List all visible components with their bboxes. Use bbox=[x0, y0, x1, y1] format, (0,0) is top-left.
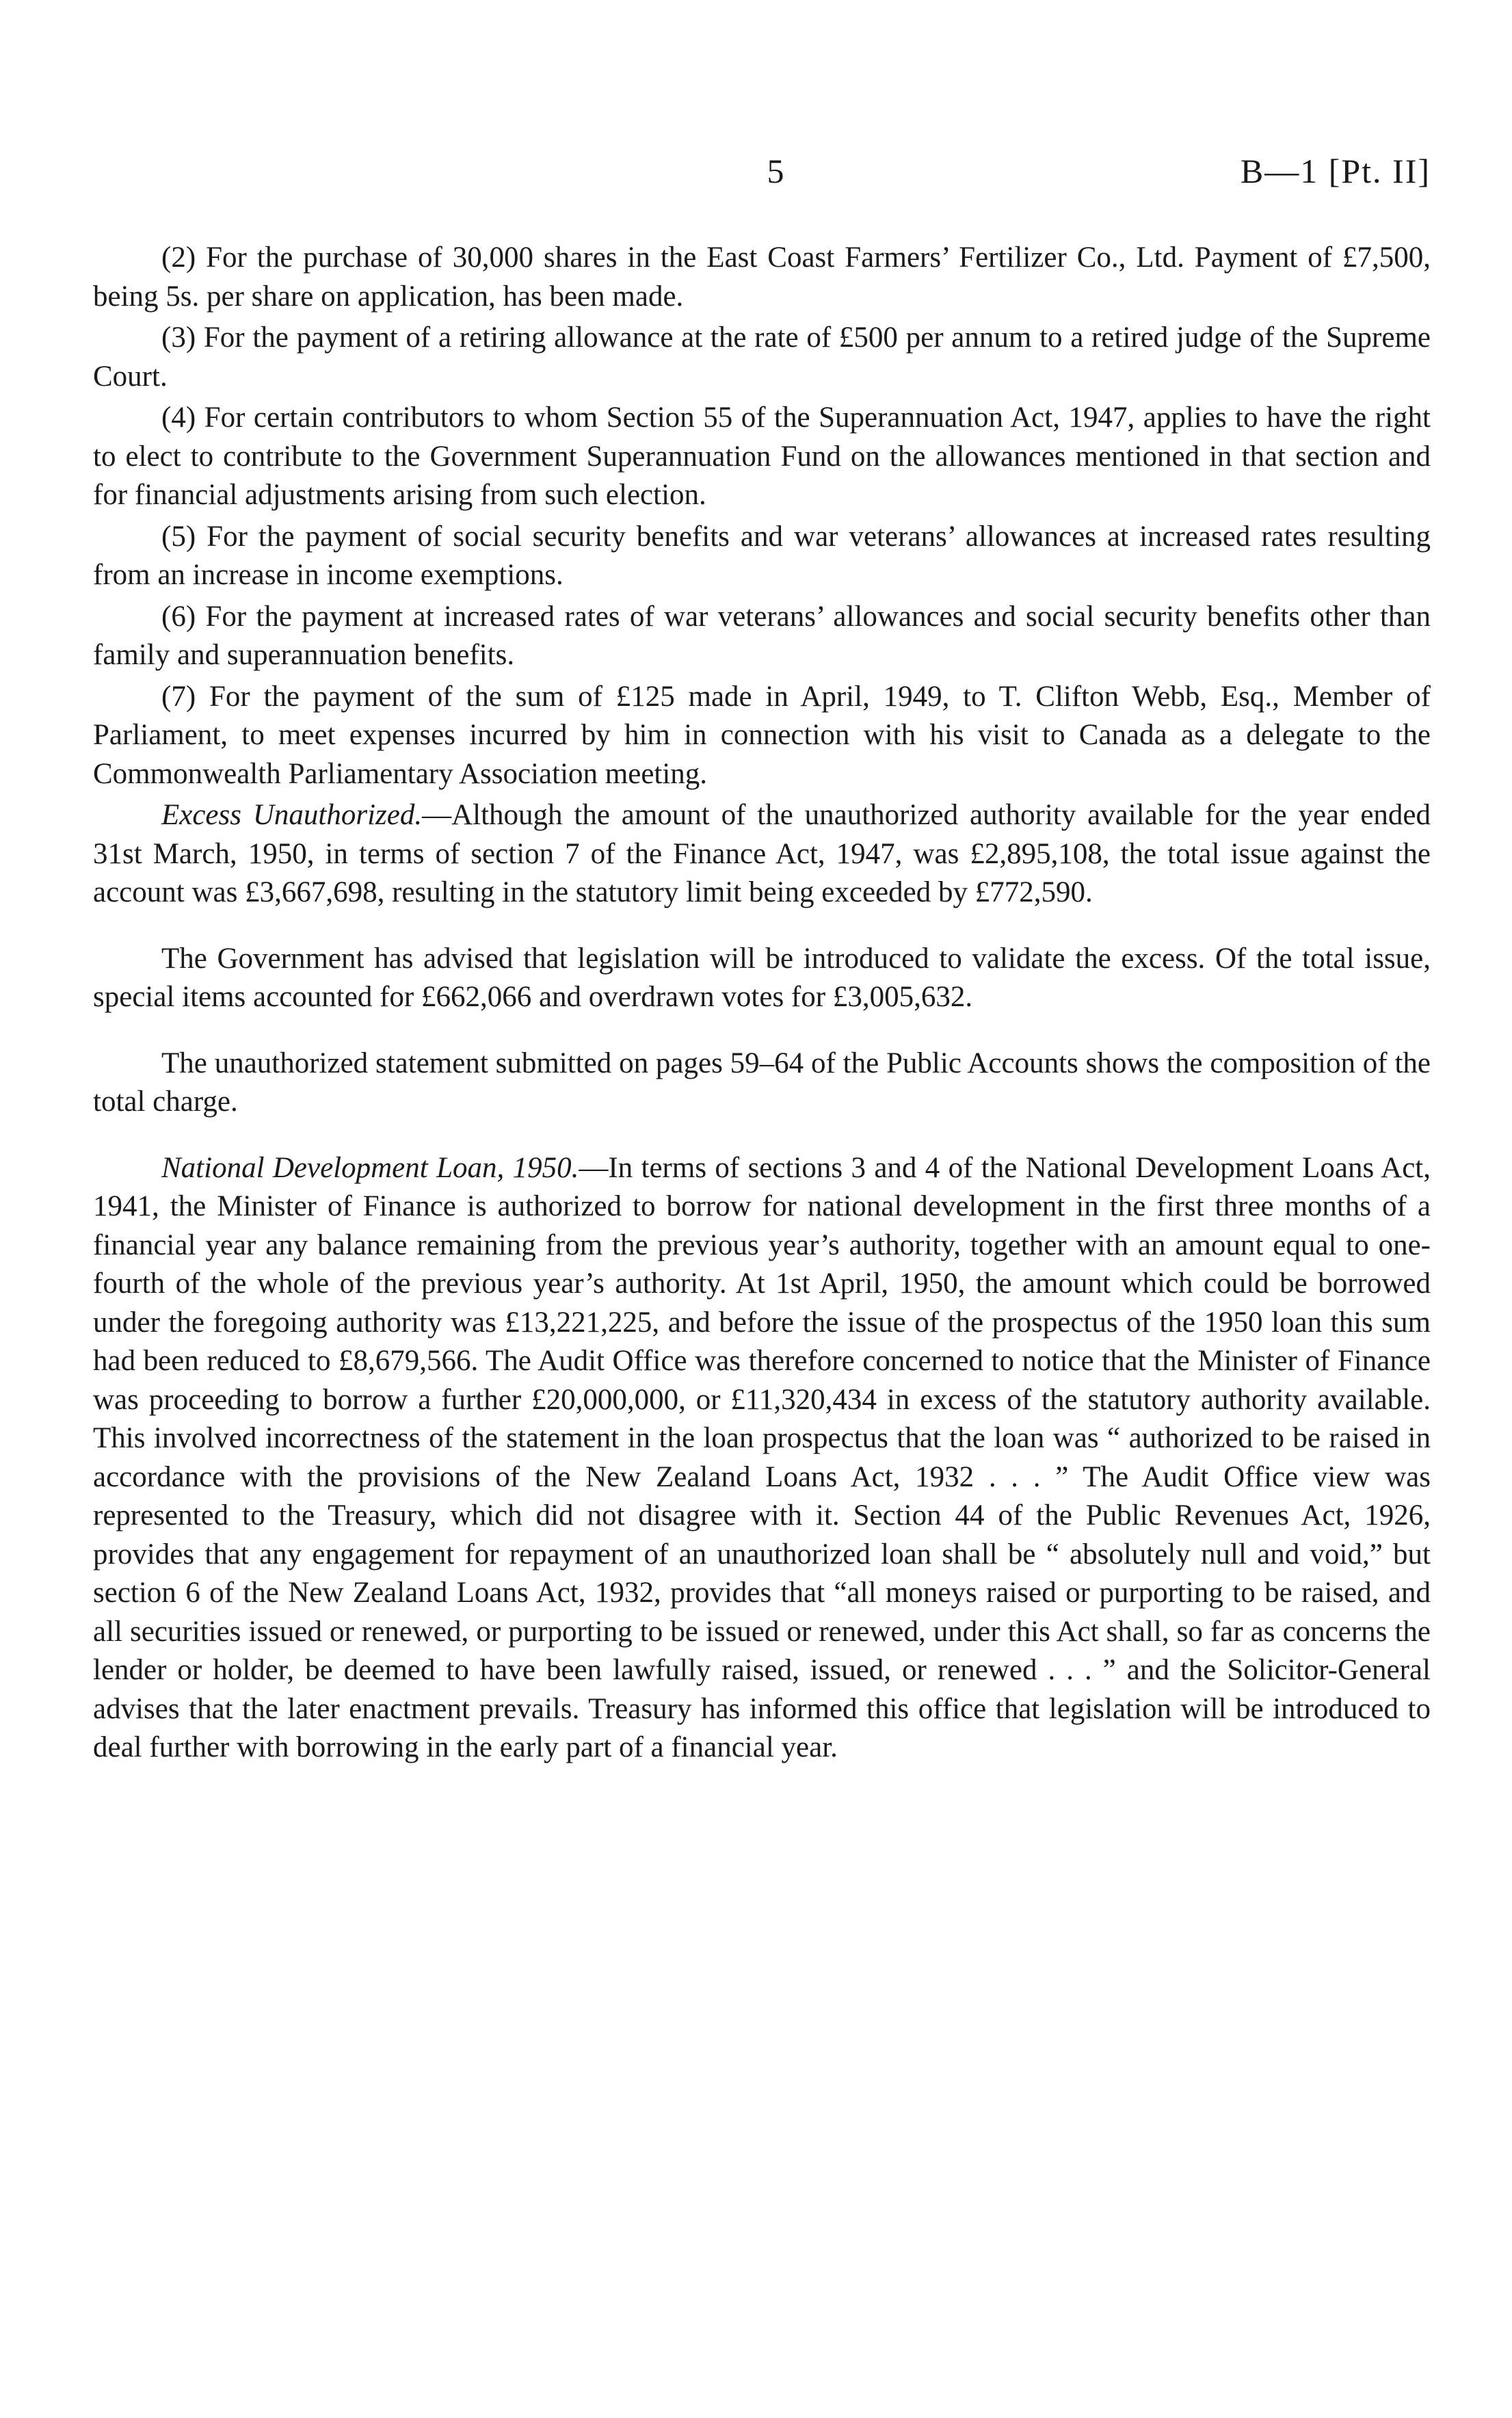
document-reference: B—1 [Pt. II] bbox=[1240, 152, 1431, 190]
page-header bbox=[93, 147, 1431, 195]
item-4-paragraph: (4) For certain contributors to whom Section 55 of the Superannuation Act, 1947, applies to have the right to elect to contribute to the Government Superannuation Fund on the allowances mentioned in that section and for financial adjustments arising from such election. bbox=[93, 402, 1431, 511]
excess-unauthorized-paragraph bbox=[93, 796, 1431, 912]
page-number: 5 bbox=[767, 152, 784, 190]
item-2-paragraph: (2) For the purchase of 30,000 shares in the East Coast Farmers’ Fertilizer Co., Ltd. Payment of £7,500, being 5s. per share on application, has been made. bbox=[93, 241, 1431, 313]
item-5-paragraph: (5) For the payment of social security benefits and war veterans’ allowances at increased rates resulting from an increase in income exemptions. bbox=[93, 520, 1431, 591]
item-6-paragraph: (6) For the payment at increased rates of war veterans’ allowances and social security benefits other than family and superannuation benefits. bbox=[93, 600, 1431, 671]
document-body bbox=[93, 239, 1431, 1767]
excess-unauthorized-heading: Excess Unauthorized. bbox=[161, 799, 423, 831]
item-3-paragraph: (3) For the payment of a retiring allowance at the rate of £500 per annum to a retired judge of the Supreme Court. bbox=[93, 321, 1431, 393]
document-page bbox=[93, 147, 1431, 1770]
item-7-paragraph: (7) For the payment of the sum of £125 made in April, 1949, to T. Clifton Webb, Esq., Member of Parliament, to meet expenses incurred by him in connection with his visit to Canada as a delegate to the Commonwealth Parliamentary Association meeting. bbox=[93, 680, 1431, 790]
unauthorized-statement-paragraph: The unauthorized statement submitted on pages 59–64 of the Public Accounts shows the composition of the total charge. bbox=[93, 1047, 1431, 1118]
validation-paragraph: The Government has advised that legislation will be introduced to validate the excess. Of the total issue, special items accounted for £662,066 and overdrawn votes for £3,005,632. bbox=[93, 942, 1431, 1013]
national-development-loan-heading: National Development Loan, 1950. bbox=[161, 1151, 579, 1184]
national-development-loan-text: —In terms of sections 3 and 4 of the National Development Loans Act, 1941, the Minister of Finance is authorized to borrow for national development in the first three months of a financial year any balance remaining from the previous year’s authority, together with an amount equal to one-fourth of the whole of the previous year’s authority. At 1st April, 1950, the amount which could be borrowed under the foregoing authority was £13,221,225, and before the issue of the prospectus of the 1950 loan this sum had been reduced to £8,679,566. The Audit Office was therefore concerned to notice that the Minister of Finance was proceeding to borrow a further £20,000,000, or £11,320,434 in excess of the statutory authority available. This involved incorrectness of the statement in the loan prospectus that the loan was “ authorized to be raised in accordance with the provisions of the New Zealand Loans Act, 1932 . . . ” The Audit Office view was represented to the Treasury, which did not disagree with it. Section 44 of the Public Revenues Act, 1926, provides that any engagement for repayment of an unauthorized loan shall be “ absolutely null and void,” but section 6 of the New Zealand Loans Act, 1932, provides that “all moneys raised or purporting to be raised, and all securities issued or renewed, or purporting to be issued or renewed, under this Act shall, so far as concerns the lender or holder, be deemed to have been lawfully raised, issued, or renewed . . . ” and the Solicitor-General advises that the later enactment prevails. Treasury has informed this office that legislation will be introduced to deal further with borrowing in the early part of a financial year. bbox=[93, 1151, 1431, 1763]
national-development-loan-paragraph bbox=[93, 1149, 1431, 1767]
excess-unauthorized-text: —Although the amount of the unauthorized authority available for the year ended 31st March, 1950, in terms of section 7 of the Finance Act, 1947, was £2,895,108, the total issue against the account was £3,667,698, resulting in the statutory limit being exceeded by £772,590. bbox=[93, 799, 1431, 908]
